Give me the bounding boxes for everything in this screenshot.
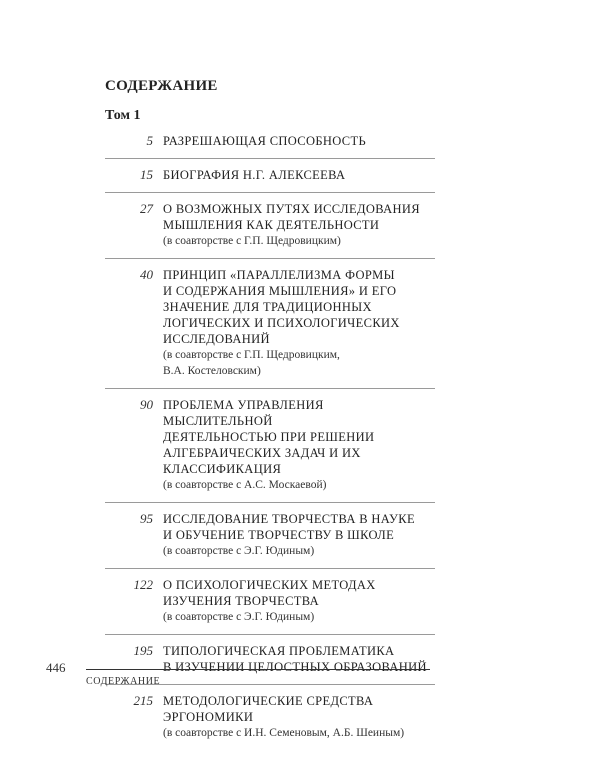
footer-section-label: СОДЕРЖАНИЕ [86,676,161,687]
toc-page-number: 195 [133,643,153,658]
toc-entry[interactable] [105,133,435,159]
toc-coauthor-note: (в соавторстве с А.С. Москаевой) [163,479,327,491]
volume-heading: Том 1 [105,108,141,123]
toc-entry[interactable] [105,511,435,569]
toc-entry[interactable] [105,167,435,193]
toc-title-line: КЛАССИФИКАЦИЯ [163,462,282,476]
toc-coauthor-note: (в соавторстве с Г.П. Щедровицким, [163,349,340,361]
toc-title-line: ЗНАЧЕНИЕ ДЛЯ ТРАДИЦИОННЫХ [163,300,372,314]
toc-entry[interactable] [105,267,435,389]
toc-title-line: АЛГЕБРАИЧЕСКИХ ЗАДАЧ И ИХ [163,446,361,460]
toc-page-number: 27 [140,201,153,216]
toc-title-line: ИССЛЕДОВАНИЙ [163,332,270,346]
toc-title-line: РАЗРЕШАЮЩАЯ СПОСОБНОСТЬ [163,134,366,148]
toc-title-line: ЛОГИЧЕСКИХ И ПСИХОЛОГИЧЕСКИХ [163,316,400,330]
toc-title-line: ПРОБЛЕМА УПРАВЛЕНИЯ МЫСЛИТЕЛЬНОЙ [163,398,324,428]
toc-title-line: И ОБУЧЕНИЕ ТВОРЧЕСТВУ В ШКОЛЕ [163,528,395,542]
toc-entry[interactable] [105,397,435,503]
toc-title-line: ИЗУЧЕНИЯ ТВОРЧЕСТВА [163,594,320,608]
toc-page-number: 215 [133,693,153,708]
toc-entry[interactable] [105,201,435,259]
toc-page-number: 122 [133,577,153,592]
toc-title-line: ПРИНЦИП «ПАРАЛЛЕЛИЗМА ФОРМЫ [163,268,395,282]
toc-title-line: МЕТОДОЛОГИЧЕСКИЕ СРЕДСТВА ЭРГОНОМИКИ [163,694,374,724]
toc-title-line: ИССЛЕДОВАНИЕ ТВОРЧЕСТВА В НАУКЕ [163,512,415,526]
toc-page-number: 40 [140,267,153,282]
toc-title-line: ДЕЯТЕЛЬНОСТЬЮ ПРИ РЕШЕНИИ [163,430,375,444]
toc-title-line: МЫШЛЕНИЯ КАК ДЕЯТЕЛЬНОСТИ [163,218,380,232]
toc-title-line: О ВОЗМОЖНЫХ ПУТЯХ ИССЛЕДОВАНИЯ [163,202,420,216]
toc-title-line: БИОГРАФИЯ Н.Г. АЛЕКСЕЕВА [163,168,346,182]
toc-title-line: И СОДЕРЖАНИЯ МЫШЛЕНИЯ» И ЕГО [163,284,397,298]
table-of-contents [105,133,435,758]
toc-page-number: 90 [140,397,153,412]
toc-page-number: 5 [146,133,153,148]
footer-page-number: 446 [46,660,66,675]
toc-coauthor-note: (в соавторстве с И.Н. Семеновым, А.Б. Шеиным) [163,727,405,739]
toc-coauthor-note: (в соавторстве с Э.Г. Юдиным) [163,545,315,557]
toc-coauthor-note: (в соавторстве с Э.Г. Юдиным) [163,611,315,623]
toc-page-number: 95 [140,511,153,526]
toc-title-line: ТИПОЛОГИЧЕСКАЯ ПРОБЛЕМАТИКА [163,644,395,658]
toc-title-line: В ИЗУЧЕНИИ ЦЕЛОСТНЫХ ОБРАЗОВАНИЙ [163,660,427,674]
toc-page-number: 15 [140,167,153,182]
toc-coauthor-note: В.А. Костеловским) [163,365,261,377]
footer-rule [86,669,430,670]
toc-entry[interactable] [105,577,435,635]
toc-title-line: О ПСИХОЛОГИЧЕСКИХ МЕТОДАХ [163,578,376,592]
toc-entry[interactable] [105,693,435,750]
toc-coauthor-note: (в соавторстве с Г.П. Щедровицким) [163,235,341,247]
page-title: СОДЕРЖАНИЕ [105,78,218,94]
